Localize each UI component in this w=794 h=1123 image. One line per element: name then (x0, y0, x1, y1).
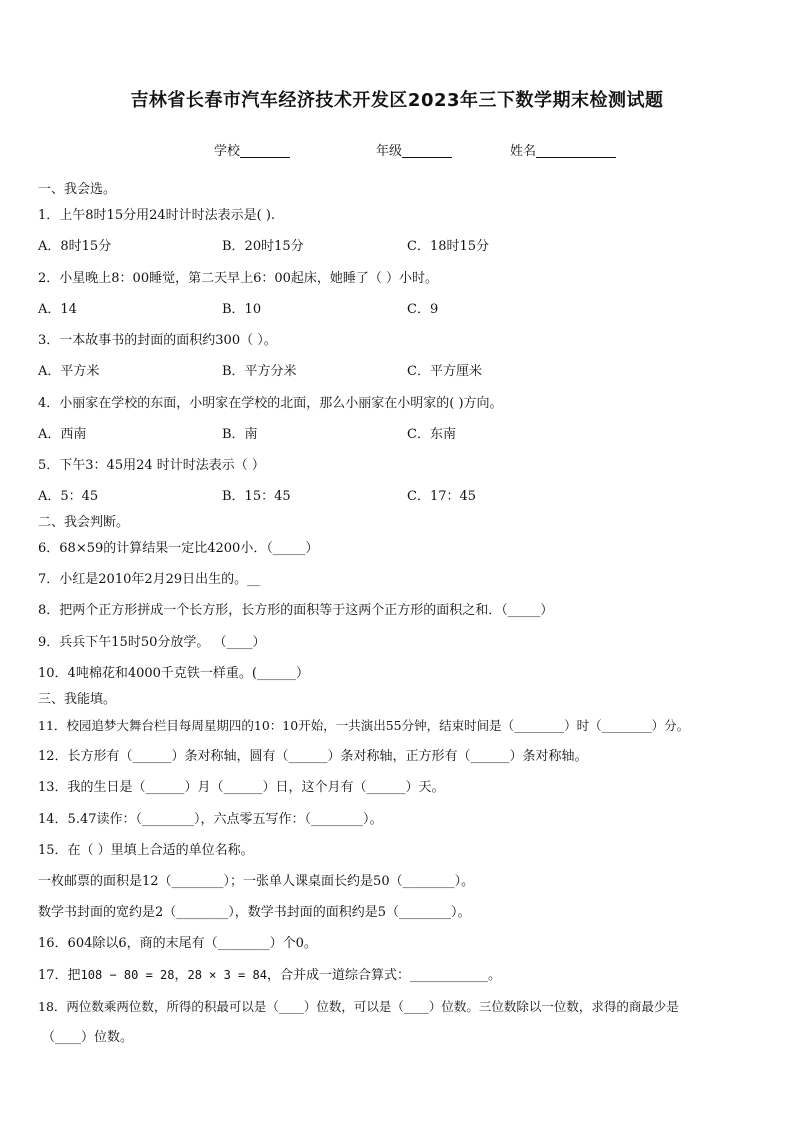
question-6: 6．68×59的计算结果一定比4200小．（_____） (38, 541, 319, 556)
question-8: 8．把两个正方形拼成一个长方形，长方形的面积等于这两个正方形的面积之和．（_____） (38, 603, 554, 618)
grade-label: 年级 (376, 144, 403, 159)
question-3: 3．一本故事书的封面的面积约300（ ）。 (38, 333, 277, 348)
q17-prefix: 17．把 (38, 968, 81, 983)
question-13: 13．我的生日是（______）月（______）日，这个月有（______）天。 (38, 780, 445, 795)
section-heading-judge: 二、我会判断。 (38, 515, 130, 530)
question-11: 11．校园追梦大舞台栏目每周星期四的10：10开始，一共演出55分钟，结束时间是（________）时（________）分。 (38, 718, 690, 733)
grade-blank[interactable] (402, 143, 452, 158)
question-2: 2．小星晚上8：00睡觉，第二天早上6：00起床，她睡了（ ）小时。 (38, 271, 439, 286)
question-5: 5．下午3：45用24 时计时法表示（ ） (38, 458, 265, 473)
q1-option-b[interactable]: B．20时15分 (222, 239, 304, 254)
student-info-row (0, 140, 794, 160)
name-field[interactable] (510, 140, 616, 159)
q2-option-b[interactable]: B．10 (222, 302, 262, 317)
question-17 (38, 966, 501, 985)
question-15: 15．在（ ）里填上合适的单位名称。 (38, 843, 254, 858)
q17-separator: ， (174, 968, 188, 983)
q2-option-a[interactable]: A．14 (38, 302, 77, 317)
q3-option-b[interactable]: B．平方分米 (222, 364, 297, 379)
school-field[interactable] (214, 140, 290, 159)
question-18-line-1: 18．两位数乘两位数，所得的积最可以是（____）位数，可以是（____）位数。三位数除以一位数，求得的商最少是 (38, 999, 679, 1014)
q5-option-a[interactable]: A．5：45 (38, 489, 99, 504)
q5-option-c[interactable]: C．17：45 (407, 489, 477, 504)
question-12: 12．长方形有（______）条对称轴，圆有（______）条对称轴，正方形有（______）条对称轴。 (38, 749, 588, 764)
q17-equation-1: 108 − 80 = 28 (80, 968, 175, 982)
question-1: 1．上午8时15分用24时计时法表示是( ). (38, 208, 276, 223)
name-blank[interactable] (536, 143, 616, 158)
question-4: 4．小丽家在学校的东面，小明家在学校的北面，那么小丽家在小明家的( )方向。 (38, 396, 503, 411)
grade-field[interactable] (376, 140, 452, 159)
school-label: 学校 (214, 144, 241, 159)
question-15-part-a: 一枚邮票的面积是12（________）；一张单人课桌面长约是50（________）。 (38, 874, 475, 889)
q4-option-c[interactable]: C．东南 (407, 427, 456, 442)
question-16: 16．604除以6，商的末尾有（________）个0。 (38, 936, 317, 951)
question-7: 7．小红是2010年2月29日出生的。__ (38, 572, 261, 587)
q5-option-b[interactable]: B．15：45 (222, 489, 291, 504)
q17-equation-2: 28 × 3 = 84 (187, 968, 267, 982)
school-blank[interactable] (240, 143, 290, 158)
q3-option-a[interactable]: A．平方米 (38, 364, 100, 379)
q4-option-b[interactable]: B．南 (222, 427, 258, 442)
q3-option-c[interactable]: C．平方厘米 (407, 364, 482, 379)
section-heading-choice: 一、我会选。 (38, 182, 117, 197)
question-15-part-b: 数学书封面的宽约是2（________），数学书封面的面积约是5（________）。 (38, 905, 471, 920)
question-9: 9．兵兵下午15时50分放学。 （____） (38, 635, 266, 650)
q2-option-c[interactable]: C．9 (407, 302, 439, 317)
q1-option-c[interactable]: C．18时15分 (407, 239, 490, 254)
question-10: 10．4吨棉花和4000千克铁一样重。(______） (38, 666, 309, 681)
q4-option-a[interactable]: A．西南 (38, 427, 87, 442)
name-label: 姓名 (510, 144, 537, 159)
question-18-line-2: （____）位数。 (42, 1030, 134, 1045)
q1-option-a[interactable]: A．8时15分 (38, 239, 112, 254)
q17-suffix: ，合并成一道综合算式：____________。 (266, 968, 501, 983)
section-heading-fill: 三、我能填。 (38, 692, 117, 707)
page-title: 吉林省长春市汽车经济技术开发区2023年三下数学期末检测试题 (130, 90, 664, 111)
question-14: 14．5.47读作：（________），六点零五写作：（________）。 (38, 812, 383, 827)
